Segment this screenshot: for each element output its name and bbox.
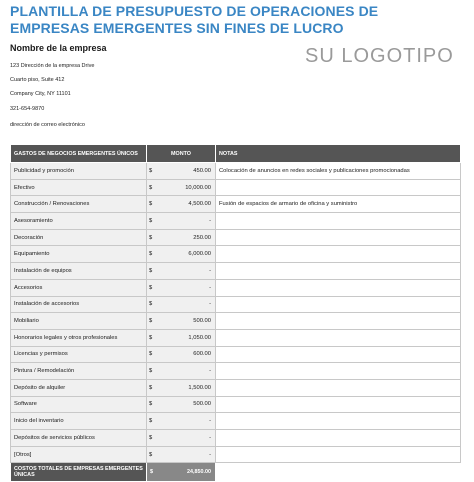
table-row: [11, 430, 461, 447]
row-currency[interactable]: $: [147, 279, 157, 296]
row-currency[interactable]: $: [147, 430, 157, 447]
row-category[interactable]: Depósito de alquiler: [11, 379, 147, 396]
row-currency[interactable]: $: [147, 313, 157, 330]
row-category[interactable]: Instalación de equipos: [11, 263, 147, 280]
header-category: GASTOS DE NEGOCIOS EMERGENTES ÚNICOS: [11, 145, 147, 163]
header-notes: NOTAS: [216, 145, 461, 163]
row-note[interactable]: Colocación de anuncios en redes sociales y publicaciones promocionadas: [216, 163, 461, 180]
table-row: [11, 313, 461, 330]
table-row: [11, 329, 461, 346]
company-city: Company City, NY 11101: [10, 91, 71, 97]
row-amount[interactable]: 1,500.00: [157, 379, 216, 396]
row-amount[interactable]: 500.00: [157, 313, 216, 330]
row-category[interactable]: Equipamiento: [11, 246, 147, 263]
row-amount[interactable]: 1,050.00: [157, 329, 216, 346]
company-name: Nombre de la empresa: [10, 43, 107, 53]
row-currency[interactable]: $: [147, 396, 157, 413]
total-row: [11, 463, 461, 482]
row-note[interactable]: [216, 396, 461, 413]
row-category[interactable]: Honorarios legales y otros profesionales: [11, 329, 147, 346]
row-category[interactable]: Inicio del inventario: [11, 413, 147, 430]
row-category[interactable]: Decoración: [11, 229, 147, 246]
total-amount: 24,850.00: [157, 463, 216, 482]
row-currency[interactable]: $: [147, 363, 157, 380]
row-category[interactable]: [Otros]: [11, 446, 147, 463]
row-note[interactable]: [216, 379, 461, 396]
row-amount[interactable]: 500.00: [157, 396, 216, 413]
table-row: [11, 396, 461, 413]
row-note[interactable]: [216, 296, 461, 313]
row-note[interactable]: [216, 179, 461, 196]
table-row: [11, 163, 461, 180]
row-amount[interactable]: -: [157, 213, 216, 230]
row-note[interactable]: [216, 229, 461, 246]
row-note[interactable]: [216, 213, 461, 230]
row-amount[interactable]: -: [157, 363, 216, 380]
company-address-line2: Cuarto piso, Suite 412: [10, 77, 65, 83]
total-note-spacer: [216, 463, 461, 482]
page-title: PLANTILLA DE PRESUPUESTO DE OPERACIONES DE EMPRESAS EMERGENTES SIN FINES DE LUCRO: [10, 3, 379, 36]
row-category[interactable]: Licencias y permisos: [11, 346, 147, 363]
row-note[interactable]: [216, 246, 461, 263]
row-note[interactable]: [216, 329, 461, 346]
row-category[interactable]: Construcción / Renovaciones: [11, 196, 147, 213]
header-amount: MONTO: [147, 145, 216, 163]
row-note[interactable]: [216, 363, 461, 380]
table-row: [11, 446, 461, 463]
row-amount[interactable]: 600.00: [157, 346, 216, 363]
row-category[interactable]: Asesoramiento: [11, 213, 147, 230]
row-currency[interactable]: $: [147, 229, 157, 246]
row-note[interactable]: [216, 263, 461, 280]
table-row: [11, 196, 461, 213]
company-phone: 321-654-9870: [10, 106, 45, 112]
table-row: [11, 346, 461, 363]
row-note[interactable]: [216, 279, 461, 296]
row-amount[interactable]: -: [157, 279, 216, 296]
budget-table: [10, 144, 461, 482]
company-address-line1: 123 Dirección de la empresa Drive: [10, 63, 95, 69]
table-row: [11, 229, 461, 246]
row-currency[interactable]: $: [147, 179, 157, 196]
row-note[interactable]: [216, 313, 461, 330]
row-amount[interactable]: -: [157, 296, 216, 313]
table-row: [11, 179, 461, 196]
total-label: COSTOS TOTALES DE EMPRESAS EMERGENTES ÚNICAS: [11, 463, 147, 482]
row-category[interactable]: Accesorios: [11, 279, 147, 296]
row-amount[interactable]: 250.00: [157, 229, 216, 246]
table-row: [11, 296, 461, 313]
row-currency[interactable]: $: [147, 379, 157, 396]
row-currency[interactable]: $: [147, 263, 157, 280]
row-note[interactable]: [216, 346, 461, 363]
table-row: [11, 246, 461, 263]
row-note[interactable]: [216, 430, 461, 447]
row-note[interactable]: [216, 413, 461, 430]
company-email: dirección de correo electrónico: [10, 122, 85, 128]
table-row: [11, 263, 461, 280]
row-note[interactable]: Fusión de espacios de armario de oficina y suministro: [216, 196, 461, 213]
table-row: [11, 279, 461, 296]
row-category[interactable]: Instalación de accesorios: [11, 296, 147, 313]
row-currency[interactable]: $: [147, 329, 157, 346]
row-amount[interactable]: 10,000.00: [157, 179, 216, 196]
row-category[interactable]: Depósitos de servicios públicos: [11, 430, 147, 447]
row-currency[interactable]: $: [147, 296, 157, 313]
table-row: [11, 379, 461, 396]
table-row: [11, 363, 461, 380]
row-category[interactable]: Efectivo: [11, 179, 147, 196]
row-currency[interactable]: $: [147, 196, 157, 213]
logo-placeholder: SU LOGOTIPO: [305, 45, 454, 67]
row-amount[interactable]: -: [157, 446, 216, 463]
row-amount[interactable]: -: [157, 263, 216, 280]
row-category[interactable]: Mobiliario: [11, 313, 147, 330]
row-currency[interactable]: $: [147, 413, 157, 430]
row-category[interactable]: Publicidad y promoción: [11, 163, 147, 180]
row-currency[interactable]: $: [147, 446, 157, 463]
table-header-row: [11, 145, 461, 163]
table-row: [11, 413, 461, 430]
row-currency[interactable]: $: [147, 213, 157, 230]
row-currency[interactable]: $: [147, 163, 157, 180]
row-amount[interactable]: -: [157, 413, 216, 430]
row-note[interactable]: [216, 446, 461, 463]
table-row: [11, 213, 461, 230]
row-amount[interactable]: 4,500.00: [157, 196, 216, 213]
row-category[interactable]: Software: [11, 396, 147, 413]
row-currency[interactable]: $: [147, 346, 157, 363]
row-category[interactable]: Pintura / Remodelación: [11, 363, 147, 380]
total-currency: $: [147, 463, 157, 482]
row-amount[interactable]: 6,000.00: [157, 246, 216, 263]
row-amount[interactable]: -: [157, 430, 216, 447]
row-currency[interactable]: $: [147, 246, 157, 263]
row-amount[interactable]: 450.00: [157, 163, 216, 180]
